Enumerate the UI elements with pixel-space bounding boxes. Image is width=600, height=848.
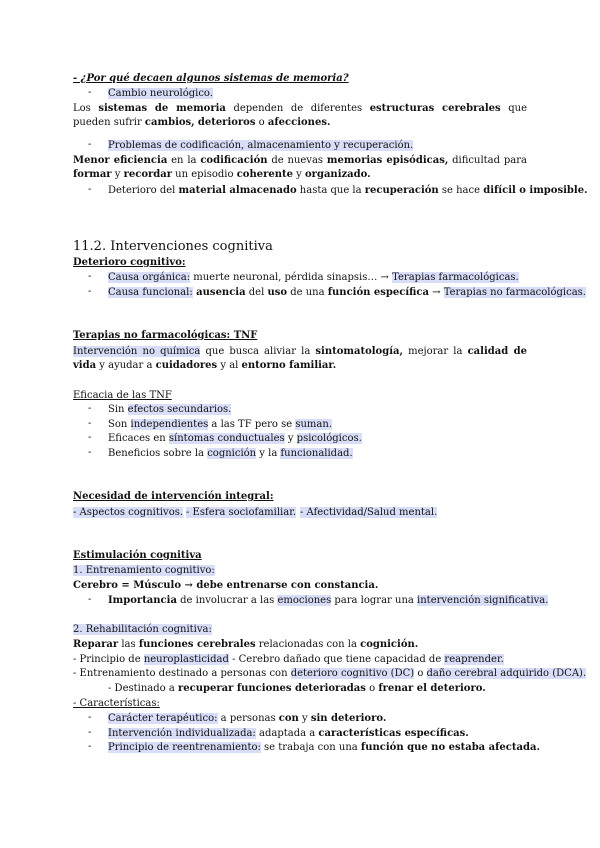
subheading-cognitive-training: 1. Entrenamiento cognitivo: bbox=[73, 565, 215, 576]
bullet-stored-material: Deterioro del material almacenado hasta que la recuperación se hace difícil o imposible. bbox=[108, 185, 588, 196]
subheading-cognitive-rehab: 2. Rehabilitación cognitiva: bbox=[73, 624, 212, 635]
bullet-dash: - bbox=[88, 184, 92, 195]
bullet-dash: - bbox=[88, 271, 92, 282]
bullet-dash: - bbox=[88, 594, 92, 605]
bullet-dash: - bbox=[88, 403, 92, 414]
bullet-effective-symptoms: Eficaces en síntomas conductuales y psicológicos. bbox=[108, 433, 362, 444]
heading-integral-intervention: Necesidad de intervención integral: bbox=[73, 491, 274, 502]
bullet-dash: - bbox=[88, 139, 92, 150]
bullet-organic-cause: Causa orgánica: muerte neuronal, pérdida sinapsis… → Terapias farmacológicas. bbox=[108, 272, 519, 283]
statement-brain-muscle: Cerebro = Músculo → debe entrenarse con constancia. bbox=[73, 580, 379, 591]
paragraph-low-efficiency: Menor eficiencia en la codificación de nuevas memorias episódicas, dificultad para formar y recordar un episodio coherente y organizado. bbox=[73, 155, 527, 180]
bullet-individualized: Intervención individualizada: adaptada a características específicas. bbox=[108, 728, 469, 739]
bullet-retraining: Principio de reentrenamiento: se trabaja con una función que no estaba afectada. bbox=[108, 742, 540, 753]
heading-tnf: Terapias no farmacológicas: TNF bbox=[73, 330, 258, 341]
subheading-cognitive-decline: Deterioro cognitivo: bbox=[73, 257, 186, 268]
bullet-coding-problems: Problemas de codificación, almacenamiento y recuperación. bbox=[108, 140, 414, 151]
item-affectivity: - Afectividad/Salud mental. bbox=[300, 507, 438, 518]
item-recover-functions: - Destinado a recuperar funciones deterioradas o frenar el deterioro. bbox=[108, 683, 486, 694]
item-socio-family: - Esfera sociofamiliar. bbox=[186, 507, 297, 518]
heading-cognitive-stimulation: Estimulación cognitiva bbox=[73, 550, 202, 561]
section-title-interventions: 11.2. Intervenciones cognitiva bbox=[73, 239, 273, 254]
item-training-target: - Entrenamiento destinado a personas con deterioro cognitivo (DC) o daño cerebral adquirido (DCA). bbox=[73, 668, 587, 679]
bullet-dash: - bbox=[88, 418, 92, 429]
bullet-therapeutic: Carácter terapéutico: a personas con y sin deterioro. bbox=[108, 713, 387, 724]
bullet-independent: Son independientes a las TF pero se suman. bbox=[108, 419, 332, 430]
bullet-benefits: Beneficios sobre la cognición y la funcionalidad. bbox=[108, 448, 353, 459]
subheading-characteristics: - Características: bbox=[73, 698, 160, 709]
bullet-functional-cause: Causa funcional: ausencia del uso de una función específica → Terapias no farmacológicas. bbox=[108, 287, 586, 298]
bullet-emotions: Importancia de involucrar a las emociones para lograr una intervención significativa. bbox=[108, 595, 549, 606]
bullet-dash: - bbox=[88, 432, 92, 443]
bullet-dash: - bbox=[88, 727, 92, 738]
item-cognitive-aspects: - Aspectos cognitivos. bbox=[73, 507, 184, 518]
bullet-dash: - bbox=[88, 712, 92, 723]
heading-tnf-efficacy: Eficacia de las TNF bbox=[73, 390, 172, 401]
item-neuroplasticity: - Principio de neuroplasticidad - Cerebro dañado que tiene capacidad de reaprender. bbox=[73, 654, 504, 665]
bullet-no-side-effects: Sin efectos secundarios. bbox=[108, 404, 232, 415]
statement-repair: Reparar las funciones cerebrales relacionadas con la cognición. bbox=[73, 639, 419, 650]
bullet-dash: - bbox=[88, 741, 92, 752]
paragraph-memory-systems: Los sistemas de memoria dependen de diferentes estructuras cerebrales que pueden sufrir cambios, deterioros o afecciones. bbox=[73, 103, 527, 128]
paragraph-tnf-definition: Intervención no química que busca aliviar la sintomatología, mejorar la calidad de vida y ayudar a cuidadores y al entorno familiar. bbox=[73, 346, 527, 371]
bullet-dash: - bbox=[88, 447, 92, 458]
bullet-neuro-change: Cambio neurológico. bbox=[108, 88, 213, 99]
section-heading-memory-decline: - ¿Por qué decaen algunos sistemas de memoria? bbox=[73, 73, 349, 84]
bullet-dash: - bbox=[88, 286, 92, 297]
bullet-dash: - bbox=[88, 87, 92, 98]
